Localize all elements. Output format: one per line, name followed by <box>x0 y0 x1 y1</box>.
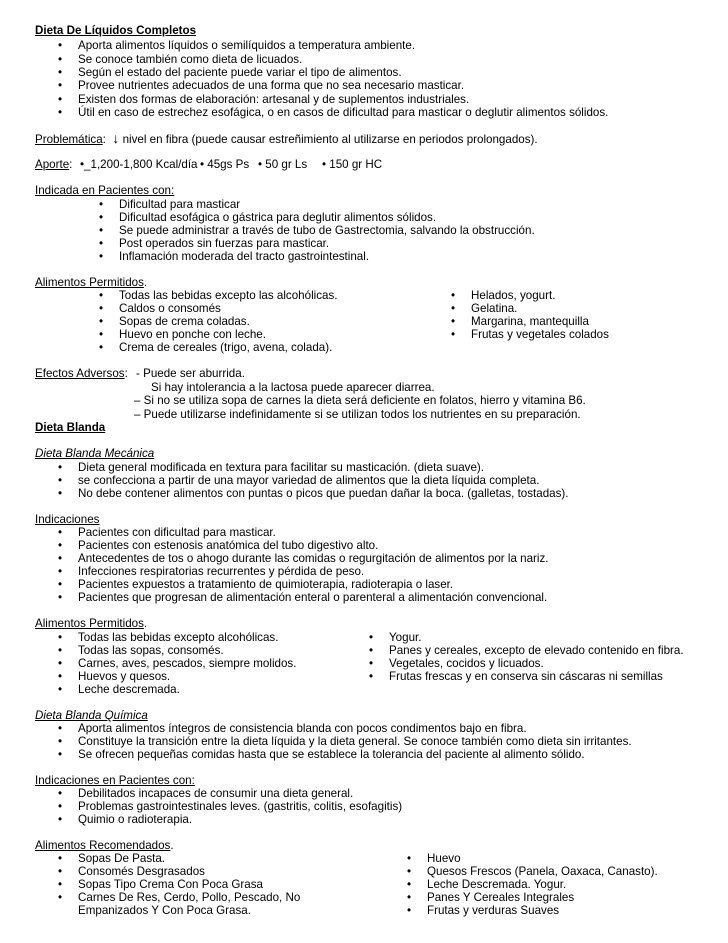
list-item: • Debilitados incapaces de consumir una dieta general. <box>78 787 353 800</box>
section-title-liquidos: Dieta De Líquidos Completos <box>35 24 197 37</box>
aporte-protein: • 45gs Ps <box>200 158 250 171</box>
list-item: • Se conoce también como dieta de licuados. <box>78 53 302 66</box>
list-item: • Quesos Frescos (Panela, Oaxaca, Canasto). <box>427 865 658 878</box>
list-item: • Infecciones respiratorias recurrentes y pérdida de peso. <box>78 565 364 578</box>
list-item: • Carnes De Res, Cerdo, Pollo, Pescado, No <box>78 891 300 904</box>
indicaciones-label: Indicaciones <box>35 513 100 526</box>
list-item: • Quimio o radioterapia. <box>78 813 192 826</box>
list-item: • Helados, yogurt. <box>471 289 555 302</box>
permitidos-heading: Alimentos Permitidos. <box>35 276 148 289</box>
list-item: • Huevo <box>427 852 461 865</box>
permitidos2-heading: Alimentos Permitidos. <box>35 617 148 630</box>
list-item: • Según el estado del paciente puede variar el tipo de alimentos. <box>78 66 402 79</box>
list-item: • Constituye la transición entre la dieta líquida y la dieta general. Se conoce también como dieta sin irritantes. <box>78 735 632 748</box>
list-item: • Pacientes que progresan de alimentación enteral o parenteral a alimentación convencional. <box>78 591 547 604</box>
list-item: • Carnes, aves, pescados, siempre molidos. <box>78 657 296 670</box>
efectos-line: – Puede utilizarse indefinidamente si se utilizan todos los nutrientes en su preparación. <box>134 408 581 421</box>
list-item: • Existen dos formas de elaboración: artesanal y de suplementos industriales. <box>78 93 469 106</box>
list-item: • Antecedentes de tos o ahogo durante las comidas o regurgitación de alimentos por la nariz. <box>78 552 548 565</box>
recomendados-label: Alimentos Recomendados <box>35 839 171 852</box>
recomendados-heading: Alimentos Recomendados. <box>35 839 174 852</box>
list-item: • No debe contener alimentos con puntas o picos que puedan dañar la boca. (galletas, tostadas). <box>78 487 568 500</box>
problematica-text: nivel en fibra (puede causar estreñimiento al utilizarse en periodos prolongados). <box>119 133 538 146</box>
list-item: • Aporta alimentos líquidos o semilíquidos a temperatura ambiente. <box>78 39 415 52</box>
list-item: • Margarina, mantequilla <box>471 315 589 328</box>
list-item: • Frutas y vegetales colados <box>471 328 609 341</box>
efectos-label: Efectos Adversos <box>35 367 125 380</box>
indicaciones2-label: Indicaciones en Pacientes con: <box>35 774 195 787</box>
permitidos2-label: Alimentos Permitidos <box>35 617 144 630</box>
list-item: • Consomés Desgrasados <box>78 865 205 878</box>
list-item: • se confecciona a partir de una mayor variedad de alimentos que la dieta líquida completa. <box>78 474 539 487</box>
list-item: • Todas las sopas, consomés. <box>78 644 224 657</box>
list-item: • Yogur. <box>389 631 421 644</box>
down-arrow-icon: ↓ <box>112 130 120 146</box>
list-item: • Panes y cereales, excepto de elevado contenido en fibra. <box>389 644 684 657</box>
aporte-carbs: • 150 gr HC <box>322 158 383 171</box>
indicada-label: Indicada en Pacientes con: <box>35 184 175 197</box>
list-item: • Dificultad esofágica o gástrica para deglutir alimentos sólidos. <box>119 211 436 224</box>
list-item: • Útil en caso de estrechez esofágica, o en casos de dificultad para masticar o deglutir alimentos sólidos. <box>78 106 608 119</box>
problematica-line: Problemática: ↓ nivel en fibra (puede causar estreñimiento al utilizarse en periodos prolongados). <box>35 130 538 146</box>
list-item: • Problemas gastrointestinales leves. (gastritis, colitis, esofagitis) <box>78 800 402 813</box>
aporte-label: Aporte <box>35 158 70 171</box>
list-item: • Leche descremada. <box>78 683 180 696</box>
list-item: • Sopas De Pasta. <box>78 852 165 865</box>
list-item: • Pacientes expuestos a tratamiento de quimioterapia, radioterapia o laser. <box>78 578 453 591</box>
efectos-line: - Puede ser aburrida. <box>136 367 245 380</box>
list-item: • Vegetales, cocidos y licuados. <box>389 657 544 670</box>
list-item: • Huevo en ponche con leche. <box>119 328 266 341</box>
list-item: • Pacientes con estenosis anatómica del tubo digestivo alto. <box>78 539 378 552</box>
permitidos-label: Alimentos Permitidos <box>35 276 144 289</box>
list-item: • Provee nutrientes adecuados de una forma que no sea necesario masticar. <box>78 79 464 92</box>
list-item: • Frutas y verduras Suaves <box>427 904 559 917</box>
list-item: • Panes Y Cereales Integrales <box>427 891 574 904</box>
subsection-title-quimica: Dieta Blanda Química <box>35 709 148 722</box>
efectos-line: Si hay intolerancia a la lactosa puede aparecer diarrea. <box>151 381 435 394</box>
list-item: • Todas las bebidas excepto las alcohólicas. <box>119 289 337 302</box>
list-item: • Gelatina. <box>471 302 517 315</box>
list-item: • Se ofrecen pequeñas comidas hasta que se establece la tolerancia del paciente al alimento sólido. <box>78 748 585 761</box>
list-item: • Inflamación moderada del tracto gastrointestinal. <box>119 250 369 263</box>
list-item-continuation: Empanizados Y Con Poca Grasa. <box>78 904 251 917</box>
list-item: • Frutas frescas y en conserva sin cáscaras ni semillas <box>389 670 663 683</box>
list-item: • Aporta alimentos íntegros de consistencia blanda con pocos condimentos bajo en fibra. <box>78 722 527 735</box>
list-item: • Huevos y quesos. <box>78 670 170 683</box>
list-item: • Sopas de crema coladas. <box>119 315 250 328</box>
section-title-blanda: Dieta Blanda <box>35 421 106 434</box>
efectos-heading: Efectos Adversos: <box>35 367 128 380</box>
aporte-kcal: •_1,200-1,800 Kcal/día <box>80 158 198 171</box>
aporte-lipids: • 50 gr Ls <box>258 158 308 171</box>
list-item: • Caldos o consomés <box>119 302 221 315</box>
list-item: • Todas las bebidas excepto alcohólicas. <box>78 631 278 644</box>
list-item: • Pacientes con dificultad para masticar. <box>78 526 276 539</box>
list-item: • Dificultad para masticar <box>119 198 240 211</box>
aporte-line: Aporte: <box>35 158 79 171</box>
list-item: • Leche Descremada. Yogur. <box>427 878 566 891</box>
list-item: • Dieta general modificada en textura para facilitar su masticación. (dieta suave). <box>78 461 484 474</box>
list-item: • Se puede administrar a través de tubo de Gastrectomia, salvando la obstrucción. <box>119 224 535 237</box>
list-item: • Post operados sin fuerzas para masticar. <box>119 237 329 250</box>
list-item: • Sopas Tipo Crema Con Poca Grasa <box>78 878 263 891</box>
problematica-label: Problemática <box>35 133 103 146</box>
list-item: • Crema de cereales (trigo, avena, colada). <box>119 341 332 354</box>
efectos-line: – Si no se utiliza sopa de carnes la dieta será deficiente en folatos, hierro y vitamina B6. <box>134 394 586 407</box>
subsection-title-mecanica: Dieta Blanda Mecánica <box>35 447 155 460</box>
